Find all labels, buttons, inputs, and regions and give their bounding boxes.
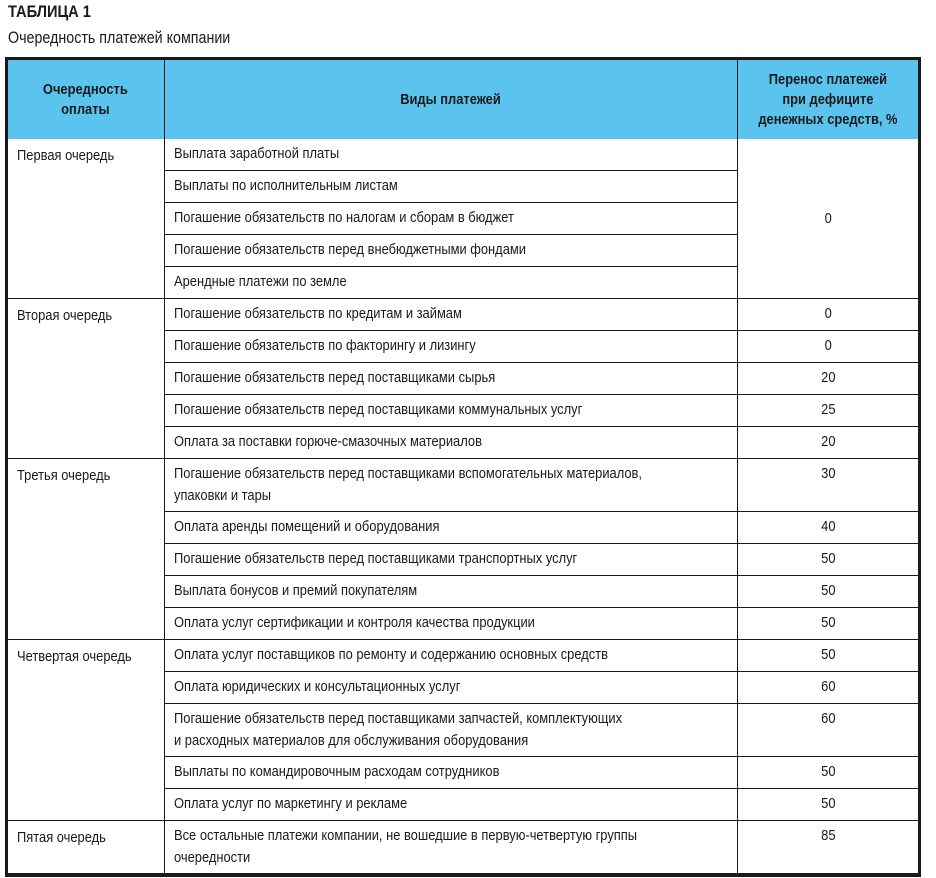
header-deferral-percent: Перенос платежей при дефиците денежных средств, %: [737, 60, 918, 139]
table-title: ТАБЛИЦА 1: [8, 2, 91, 21]
payment-type-cell: Оплата юридических и консультационных услуг: [164, 672, 737, 704]
table-subtitle: Очередность платежей компании: [8, 28, 231, 47]
priority-group-cell: Третья очередь: [8, 459, 164, 640]
deferral-percent-cell: 25: [737, 395, 918, 427]
payment-type-cell: Оплата аренды помещений и оборудования: [164, 512, 737, 544]
deferral-percent-cell: 50: [737, 608, 918, 640]
deferral-percent-cell: 60: [737, 672, 918, 704]
payment-type-cell: Погашение обязательств перед поставщиками сырья: [164, 363, 737, 395]
deferral-percent-cell: 40: [737, 512, 918, 544]
payment-type-cell: Погашение обязательств перед поставщиками вспомогательных материалов, упаковки и тары: [164, 459, 737, 512]
payment-type-cell: Выплаты по командировочным расходам сотрудников: [164, 757, 737, 789]
payment-type-cell: Погашение обязательств перед поставщиками запчастей, комплектующих и расходных материалов для обслуживания оборудования: [164, 704, 737, 757]
table-row: [8, 139, 918, 171]
deferral-percent-cell: 85: [737, 821, 918, 874]
deferral-percent-cell: 0: [737, 299, 918, 331]
payment-type-cell: Арендные платежи по земле: [164, 267, 737, 299]
deferral-percent-cell: 50: [737, 789, 918, 821]
payment-type-cell: Оплата услуг поставщиков по ремонту и содержанию основных средств: [164, 640, 737, 672]
priority-group-cell: Вторая очередь: [8, 299, 164, 459]
payment-type-cell: Оплата за поставки горюче-смазочных материалов: [164, 427, 737, 459]
deferral-percent-cell: 60: [737, 704, 918, 757]
payment-type-cell: Погашение обязательств перед поставщиками транспортных услуг: [164, 544, 737, 576]
payment-type-cell: Выплаты по исполнительным листам: [164, 171, 737, 203]
deferral-percent-cell: 0: [737, 331, 918, 363]
payment-type-cell: Выплата заработной платы: [164, 139, 737, 171]
header-payment-types: Виды платежей: [164, 60, 737, 139]
table-body: [8, 139, 918, 873]
table-row: [8, 299, 918, 331]
payment-priority-table-frame: [5, 57, 921, 877]
table-row: [8, 459, 918, 512]
table-row: [8, 821, 918, 874]
deferral-percent-cell: 0: [737, 139, 918, 299]
deferral-percent-cell: 20: [737, 427, 918, 459]
priority-group-cell: Пятая очередь: [8, 821, 164, 874]
payment-type-cell: Выплата бонусов и премий покупателям: [164, 576, 737, 608]
deferral-percent-cell: 50: [737, 544, 918, 576]
payment-type-cell: Все остальные платежи компании, не вошедшие в первую-четвертую группы очередности: [164, 821, 737, 874]
table-row: [8, 640, 918, 672]
deferral-percent-cell: 50: [737, 640, 918, 672]
header-row: [8, 60, 918, 139]
deferral-percent-cell: 30: [737, 459, 918, 512]
payment-type-cell: Погашение обязательств перед внебюджетными фондами: [164, 235, 737, 267]
deferral-percent-cell: 20: [737, 363, 918, 395]
priority-group-cell: Первая очередь: [17, 147, 115, 164]
priority-group-cell: Четвертая очередь: [8, 640, 164, 821]
payment-priority-table: [8, 60, 918, 873]
payment-type-cell: Оплата услуг по маркетингу и рекламе: [164, 789, 737, 821]
deferral-percent-cell: 50: [737, 576, 918, 608]
payment-type-cell: Погашение обязательств по налогам и сборам в бюджет: [164, 203, 737, 235]
header-priority: Очередность оплаты: [8, 60, 164, 139]
payment-type-cell: Погашение обязательств перед поставщиками коммунальных услуг: [164, 395, 737, 427]
payment-type-cell: Погашение обязательств по кредитам и займам: [164, 299, 737, 331]
payment-type-cell: Погашение обязательств по факторингу и лизингу: [164, 331, 737, 363]
payment-type-cell: Оплата услуг сертификации и контроля качества продукции: [164, 608, 737, 640]
deferral-percent-cell: 50: [737, 757, 918, 789]
